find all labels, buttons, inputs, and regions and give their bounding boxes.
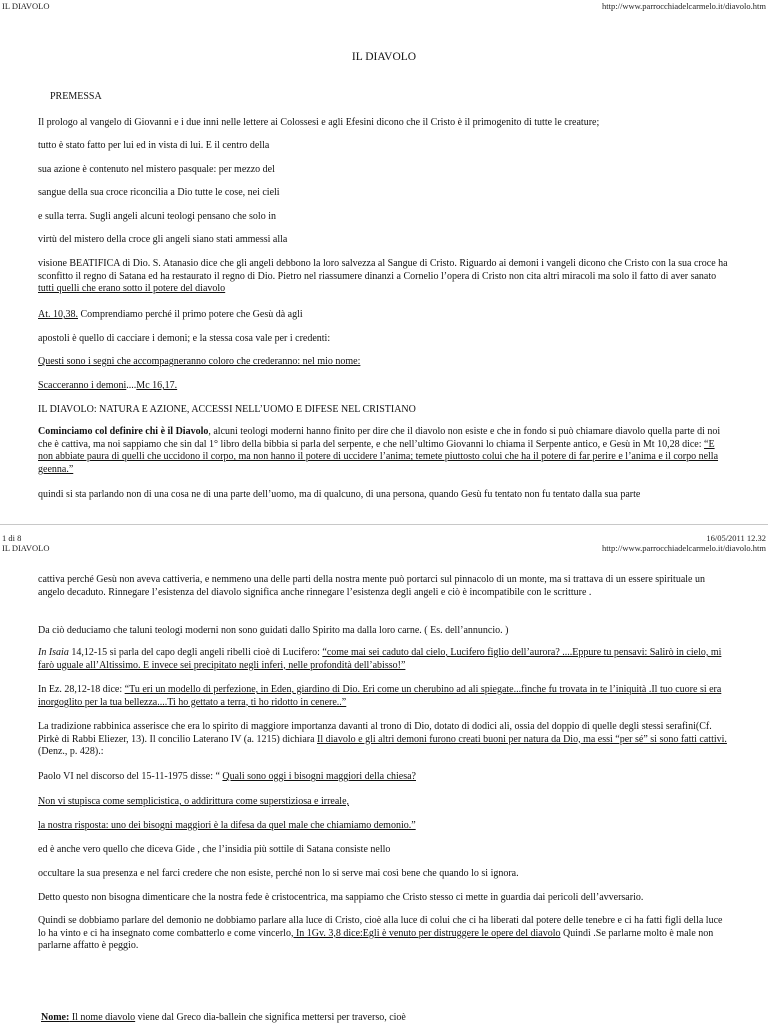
section-premessa: PREMESSA [50,91,102,102]
paragraph-text: 14,12-15 si parla del capo degli angeli ribelli cioè di Lucifero: [68,647,323,658]
paragraph-text: visione BEATIFICA di Dio. S. Atanasio dice che gli angeli debbono la loro salvezza al Sangue di Cristo. Riguardo ai demoni i vangeli dicono che Cristo con la sua croce ha sconfitto il regno di Satana ed ha restaurato il regno di Dio. Pietro nel riassumere dinanzi a Cornelio l’opera di Cristo non cita altri miracoli ma solo il fatto di aver sanato [38,258,728,282]
paragraph-text: Comprendiamo perché il primo potere che Gesù dà agli [78,309,303,320]
print-footer-page: 1 di 8 [2,533,22,543]
paragraph-line: e sulla terra. Sugli angeli alcuni teologi pensano che solo in [38,211,276,222]
underlined-quote: In 1Gv. 3,8 dice:Egli è venuto per distruggere le opere del diavolo [293,927,561,939]
paragraph-line: Detto questo non bisogna dimenticare che la nostra fede è cristocentrica, ma sappiamo che Cristo stesso ci mette in guardia dai pericoli dell’avversario. [38,892,644,903]
paragraph-visione [38,258,728,296]
italic-text: In Isaia [38,647,69,658]
paragraph-line: quindi si sta parlando non di una cosa ne di una parte dell’uomo, ma di qualcuno, di una persona, quando Gesù fu tentato non fu tentato dalla sua parte [38,489,641,500]
print-header-title: IL DIAVOLO [2,543,50,553]
paragraph-line: Il prologo al vangelo di Giovanni e i due inni nelle lettere ai Colossesi e agli Efesini dicono che il Cristo è il primogenito di tutte le creature; [38,117,600,128]
paragraph-nome [41,1012,406,1025]
paragraph-tradizione [38,721,728,759]
paragraph-line: Da ciò deduciamo che taluni teologi moderni non sono guidati dallo Spirito ma dalla loro carne. ( Es. dell’annuncio. ) [38,625,509,636]
paragraph-ezechiele [38,684,728,709]
paragraph-at [38,309,303,322]
bible-reference: At. 10,38. [38,309,78,320]
underlined-quote: tutti quelli che erano sotto il potere del diavolo [38,283,226,295]
ellipsis-text: .... [126,380,137,391]
paragraph-line: ed è anche vero quello che diceva Gide , che l’insidia più sottile di Satana consiste nello [38,844,391,855]
underlined-quote: Il nome diavolo [69,1012,136,1023]
underlined-quote: Questi sono i segni che accompagneranno coloro che crederanno: nel mio nome: [38,356,361,367]
underlined-quote: “come mai sei caduto dal cielo, Lucifero figlio dell’aurora? ....Eppure tu pensavi: Salirò in cielo, mi farò uguale all’Altissimo. E invece sei precipitato negli inferi, nelle profondità dell’abisso!” [38,647,722,671]
paragraph-line: occultare la sua presenza e nel farci credere che non esiste, perché non lo si serve mai così bene che quando lo si ignora. [38,868,519,879]
underlined-quote: “E non abbiate paura di quelli che uccidono il corpo, ma non hanno il potere di uccidere l’anima; temete piuttosto colui che ha il potere di far perire e l’anima e il corpo nella geenna.” [38,438,719,475]
paragraph-line: sangue della sua croce riconcilia a Dio tutte le cose, nei cieli [38,187,280,198]
paragraph-line: sua azione è contenuto nel mistero pasquale: per mezzo del [38,164,275,175]
underlined-quote: la nostra risposta: uno dei bisogni maggiori è la difesa da quel male che chiamiamo demonio.” [38,820,416,831]
paragraph-line: apostoli è quello di cacciare i demoni; e la stessa cosa vale per i credenti: [38,333,331,344]
paragraph-paolo [38,771,416,784]
paragraph-text: Quindi .Se parlarne molto è male non parlarne affatto è peggio. [38,927,714,952]
underlined-quote: Non vi stupisca come semplicistica, o addirittura come superstiziosa e irreale, [38,796,350,807]
underlined-quote: “Tu eri un modello di perfezione, in Eden, giardino di Dio. Eri come un cherubino ad ali spiegate...finche fu trovata in te l’iniquità .Il tuo cuore si era inorgoglito per la tua bellezza....Ti ho gettato a terra, ti ho ridotto in cenere..” [38,684,722,708]
underlined-quote: Quali sono oggi i bisogni maggiori della chiesa? [222,771,416,782]
section-heading: IL DIAVOLO: NATURA E AZIONE, ACCESSI NELL’UOMO E DIFESE NEL CRISTIANO [38,404,416,415]
paragraph-cattiva: cattiva perché Gesù non aveva cattiveria, e nemmeno una delle parti della nostra mente può portarci sul pinnacolo di un monte, ma si trattava di un essere spirituale un angelo decaduto. Rinnegare l’esistenza del diavolo significa anche rinnegare l’esistenza degli angeli e ciò è incompatibile con le scritture . [38,574,705,598]
print-header-url: http://www.parrocchiadelcarmelo.it/diavolo.htm [602,543,766,553]
paragraph-line: tutto è stato fatto per lui ed in vista di lui. E il centro della [38,140,270,151]
paragraph-text: (Denz., p. 428).: [38,746,104,758]
bold-label: Nome: [41,1012,70,1023]
paragraph-text: Paolo VI nel discorso del 15-11-1975 disse: “ [38,771,223,782]
underlined-quote: Il diavolo e gli altri demoni furono creati buoni per natura da Dio, ma essi “per sé” si sono fatti cattivi. [317,733,727,745]
print-header-title: IL DIAVOLO [2,1,50,11]
paragraph-line: virtù del mistero della croce gli angeli siano stati ammessi alla [38,234,288,245]
paragraph-text: Quindi se dobbiamo parlare del demonio ne dobbiamo parlare alla luce di Cristo, cioè alla luce di colui che ci ha liberati dal potere delle tenebre e ci ha fatti figli della luce lo ha vinto e ci ha insegnato come combatterlo e come vincerlo, [38,915,723,939]
print-footer-date: 16/05/2011 12.32 [706,533,766,543]
underlined-quote: Scacceranno i demoni [38,380,127,391]
bible-reference: Mc 16,17. [136,380,178,391]
paragraph-isaia [38,647,728,672]
paragraph-text: viene dal Greco dia-ballein che significa mettersi per traverso, cioè [135,1012,406,1023]
paragraph-scacceranno [38,380,177,393]
paragraph-quindi [38,915,728,953]
page-title: IL DIAVOLO [351,51,417,63]
bold-lead: Cominciamo col definire chi è il Diavolo [38,426,209,437]
paragraph-text: , alcuni teologi moderni hanno finito per dire che il diavolo non esiste e che in fondo si può chiamare diavolo quella parte di noi che è cattiva, ma noi sappiamo che sin dal 1° libro della bibbia si parla del serpente, e che nell’ultimo Giovanni lo chiama il Serpente antico, e Gesù in Mt 10,28 dice: [38,426,721,450]
paragraph-text: La tradizione rabbinica asserisce che era lo spirito di maggiore importanza davanti al trono di Dio, dotato di dodici ali, ossia del doppio di quelle degli stessi serafini(Cf. Pirkè di Rabbi Eliezer, 13). Il concilio Laterano IV (a. 1215) dichiara [38,721,712,745]
page-break [0,524,768,525]
print-header-url: http://www.parrocchiadelcarmelo.it/diavolo.htm [602,1,766,11]
paragraph-text: In Ez. 28,12-18 dice: [38,684,125,695]
paragraph-cominciamo [38,426,728,476]
